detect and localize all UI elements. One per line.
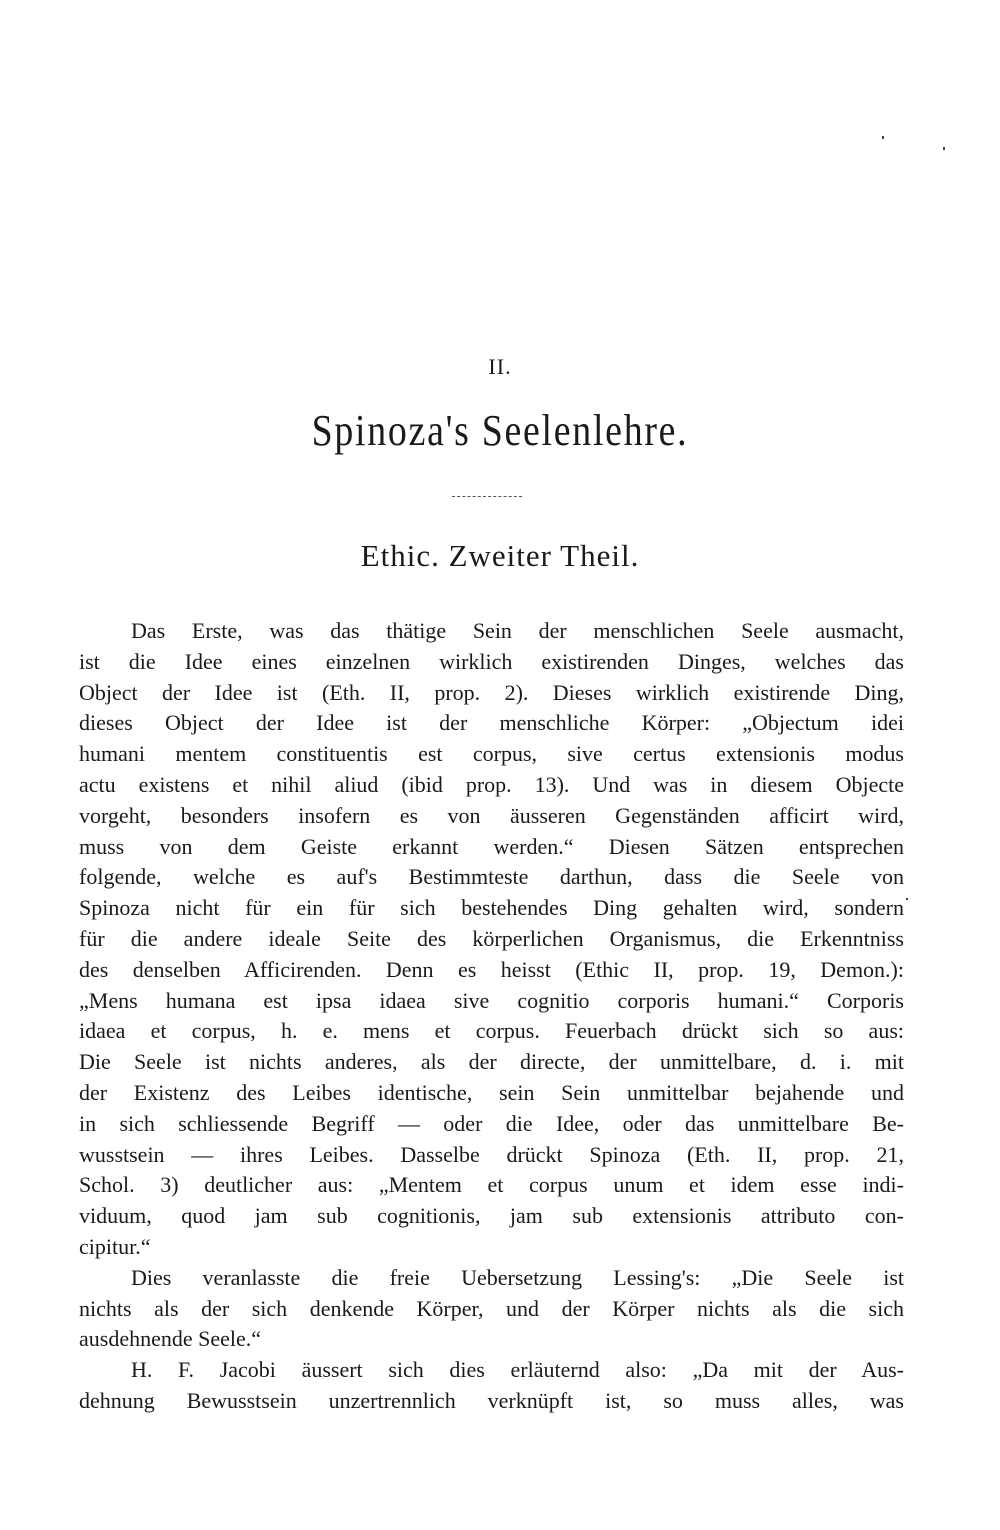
- text-line: wusstsein — ihres Leibes. Dasselbe drückt Spinoza (Eth. II, prop. 21,: [79, 1141, 904, 1167]
- text-line: humani mentem constituentis est corpus, sive certus extensionis modus: [79, 741, 904, 767]
- text-line: des denselben Afficirenden. Denn es heisst (Ethic II, prop. 19, Demon.):: [79, 956, 904, 982]
- text-line: muss von dem Geiste erkannt werden.“ Diesen Sätzen entsprechen: [79, 833, 904, 859]
- paragraph: [79, 616, 904, 1263]
- text-line: folgende, welche es auf's Bestimmteste darthun, dass die Seele von: [79, 864, 904, 890]
- text-line: viduum, quod jam sub cognitionis, jam sub extensionis attributo con-: [79, 1203, 904, 1229]
- text-line: ausdehnende Seele.“: [79, 1326, 262, 1352]
- text-line: vorgeht, besonders insofern es von äusseren Gegenständen afficirt wird,: [79, 802, 904, 828]
- text-line: Das Erste, was das thätige Sein der menschlichen Seele ausmacht,: [131, 618, 904, 643]
- paragraph: [79, 1263, 904, 1355]
- text-line: Die Seele ist nichts anderes, als der directe, der unmittelbare, d. i. mit: [79, 1049, 904, 1075]
- text-line: idaea et corpus, h. e. mens et corpus. Feuerbach drückt sich so aus:: [79, 1018, 904, 1044]
- text-line: in sich schliessende Begriff — oder die Idee, oder das unmittelbare Be-: [79, 1110, 904, 1136]
- chapter-subtitle: Ethic. Zweiter Theil.: [360, 538, 640, 573]
- text-line: nichts als der sich denkende Körper, und der Körper nichts als die sich: [79, 1295, 904, 1321]
- paragraph: [79, 1355, 904, 1417]
- text-line: Object der Idee ist (Eth. II, prop. 2). Dieses wirklich existirende Ding,: [79, 679, 904, 705]
- title-divider: [452, 496, 522, 497]
- text-line: „Mens humana est ipsa idaea sive cognitio corporis humani.“ Corporis: [79, 987, 904, 1013]
- text-line: H. F. Jacobi äussert sich dies erläuternd also: „Da mit der Aus-: [131, 1357, 904, 1383]
- chapter-title: Spinoza's Seelenlehre.: [311, 406, 689, 455]
- scan-speck: [906, 898, 908, 900]
- text-line: für die andere ideale Seite des körperlichen Organismus, die Erkenntniss: [79, 925, 904, 951]
- text-line: dehnung Bewusstsein unzertrennlich verknüpft ist, so muss alles, was: [79, 1387, 904, 1413]
- text-line: cipitur.“: [79, 1233, 151, 1259]
- text-line: Dies veranlasste die freie Uebersetzung Lessing's: „Die Seele ist: [131, 1264, 904, 1290]
- chapter-number: II.: [488, 354, 512, 379]
- scan-speck: [943, 147, 945, 150]
- text-line: der Existenz des Leibes identische, sein Sein unmittelbar bejahende und: [79, 1079, 904, 1105]
- text-line: actu existens et nihil aliud (ibid prop. 13). Und was in diesem Objecte: [79, 771, 904, 797]
- text-line: ist die Idee eines einzelnen wirklich existirenden Dinges, welches das: [79, 648, 904, 674]
- text-line: Spinoza nicht für ein für sich bestehendes Ding gehalten wird, sondern: [79, 895, 904, 921]
- scan-speck: [882, 136, 884, 139]
- text-line: dieses Object der Idee ist der menschliche Körper: „Objectum idei: [79, 710, 904, 736]
- body-text: [79, 616, 904, 1417]
- text-line: Schol. 3) deutlicher aus: „Mentem et corpus unum et idem esse indi-: [79, 1172, 904, 1198]
